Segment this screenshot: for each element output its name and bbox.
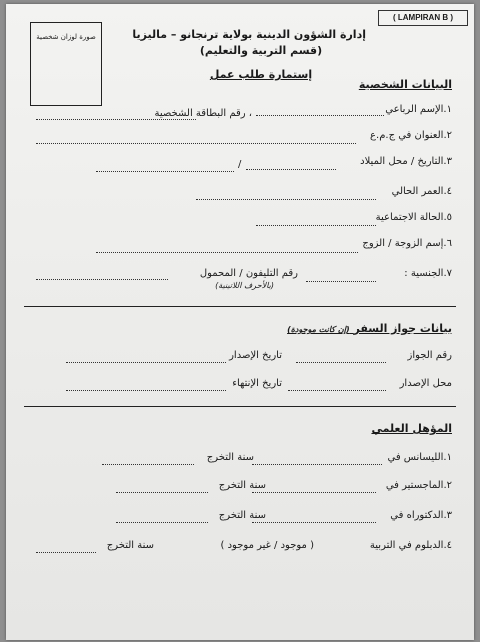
field-issue-date-input[interactable] xyxy=(66,362,226,363)
field-birth-separator: / xyxy=(238,159,242,170)
photo-label: صورة لوزان شخصية xyxy=(36,33,96,41)
form-title: إستمارة طلب عمل xyxy=(209,68,313,81)
personal-section-title: البيانات الشخصية xyxy=(358,78,452,91)
field-diploma-note: ( موجود / غير موجود ) xyxy=(220,540,314,551)
divider-2 xyxy=(24,406,456,407)
field-issue-date-label: تاريخ الإصدار xyxy=(229,350,282,361)
field-latin-note: (بالأحرف اللاتينية) xyxy=(215,281,274,290)
field-master-year-input[interactable] xyxy=(116,492,208,493)
field-phd-year-input[interactable] xyxy=(116,522,208,523)
form-sheet xyxy=(6,4,474,640)
field-diploma-year-label: سنة التخرج xyxy=(106,540,154,551)
field-expiry-label: تاريخ الإنتهاء xyxy=(232,378,282,389)
field-phone-input[interactable] xyxy=(36,279,168,280)
field-full-name-label: ١.الإسم الرباعي xyxy=(385,104,452,115)
field-master-year-label: سنة التخرج xyxy=(218,480,266,491)
field-marital-label: ٥.الحالة الاجتماعية xyxy=(375,212,452,223)
field-expiry-input[interactable] xyxy=(66,390,226,391)
field-address-input[interactable] xyxy=(36,143,356,144)
header-line1: إدارة الشؤون الدينية بولاية ترنجانو – ماليزيا xyxy=(132,28,366,41)
field-bachelor-year-label: سنة التخرج xyxy=(206,452,254,463)
passport-title: بيانات جواز السفر xyxy=(353,322,452,335)
field-birth-label: ٣.التاريخ / محل الميلاد xyxy=(360,156,452,167)
field-phd-input[interactable] xyxy=(252,522,376,523)
field-address-label: ٢.العنوان في ج.م.ع xyxy=(370,130,452,141)
field-birth-date-input[interactable] xyxy=(246,169,336,170)
field-issue-place-label: محل الإصدار xyxy=(399,378,452,389)
field-birth-place-input[interactable] xyxy=(96,171,234,172)
field-diploma-year-input[interactable] xyxy=(36,552,96,553)
education-section-title: المؤهل العلمي xyxy=(371,422,452,435)
field-phd-year-label: سنة التخرج xyxy=(218,510,266,521)
field-phone-label: رقم التليفون / المحمول xyxy=(199,268,298,279)
field-master-input[interactable] xyxy=(252,492,376,493)
field-passport-no-input[interactable] xyxy=(296,362,386,363)
passport-note: (إن كانت موجودة) xyxy=(287,325,350,334)
divider-1 xyxy=(24,306,456,307)
field-bachelor-year-input[interactable] xyxy=(102,464,194,465)
photo-box xyxy=(30,22,102,106)
field-age-input[interactable] xyxy=(196,199,376,200)
field-bachelor-input[interactable] xyxy=(252,464,382,465)
field-id-card-input[interactable] xyxy=(36,119,196,120)
field-master-label: ٢.الماجستير في xyxy=(385,480,452,491)
header-line2: (قسم التربية والتعليم) xyxy=(199,44,323,57)
field-marital-input[interactable] xyxy=(256,225,376,226)
field-passport-no-label: رقم الجواز xyxy=(407,350,452,361)
field-bachelor-label: ١.الليسانس في xyxy=(387,452,452,463)
field-phd-label: ٣.الدكتوراه في xyxy=(390,510,452,521)
lampiran-label: ( LAMPIRAN B ) xyxy=(378,10,468,26)
field-spouse-label: ٦.إسم الزوجة / الزوج xyxy=(362,238,452,249)
field-age-label: ٤.العمر الحالي xyxy=(391,186,452,197)
field-diploma-label: ٤.الدبلوم في التربية xyxy=(369,540,452,551)
field-id-card-label: ، رقم البطاقة الشخصية xyxy=(154,108,252,119)
field-spouse-input[interactable] xyxy=(96,252,358,253)
field-nationality-input[interactable] xyxy=(306,281,376,282)
field-full-name-input[interactable] xyxy=(256,115,384,116)
field-nationality-label: ٧.الجنسية : xyxy=(404,268,452,279)
passport-section-title xyxy=(287,322,452,335)
field-issue-place-input[interactable] xyxy=(288,390,386,391)
